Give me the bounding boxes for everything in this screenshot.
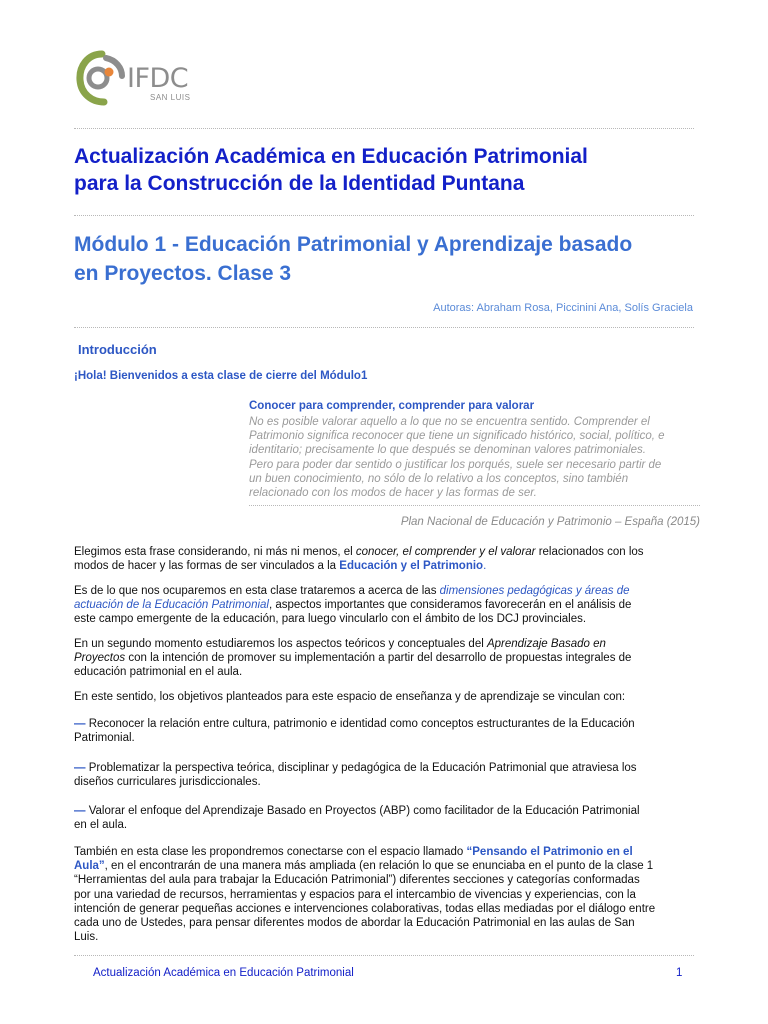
paragraph: En este sentido, los objetivos planteados para este espacio de enseñanza y de aprendizaje se vinculan con: [74, 691, 626, 703]
paragraph: También en esta clase les propondremos conectarse con el espacio llamado “Pensando el Patrimonio en el Aula”, en el encontrarán de una manera más ampliada (en relación lo que se enunciaba en el punto de la clase 1 “Herramientas del aula para trabajar la Educación Patrimonial”) diferentes secciones y categorías conformadas por una variedad de recursos, herramientas y espacios para el intercambio de vivencias y experiencias, con la intención de generar pequeñas acciones e intervenciones colaborativas, todas ellas mediadas por el diálogo entre cada uno de Ustedes, para pensar diferentes modos de abordar la Educación Patrimonial en las aulas de San Luis. [74, 846, 656, 944]
section-heading: Introducción [78, 342, 157, 357]
paragraph: En un segundo momento estudiaremos los aspectos teóricos y conceptuales del Aprendizaje Basado en Proyectos con la intención de promover su implementación a partir del desarrollo de propuestas integrales de educación patrimonial en el aula. [74, 638, 632, 679]
divider [74, 327, 694, 328]
logo-subtitle: SAN LUIS [150, 93, 191, 102]
divider [74, 128, 694, 129]
list-item: — Reconocer la relación entre cultura, patrimonio e identidad como conceptos estructurantes de la Educación Patrimonial. [74, 718, 635, 745]
authors: Autoras: Abraham Rosa, Piccinini Ana, Solís Graciela [433, 302, 693, 314]
divider [74, 215, 694, 216]
quote-text: No es posible valorar aquello a lo que no se encuentra sentido. Comprender el Patrimonio significa reconocer que tiene un significado histórico, social, político, e identitario; precisamente lo que después se denominan valores patrimoniales. Pero para poder dar sentido o justificar los porqués, suele ser necesario partir de un buen conocimiento, no sólo de lo relativo a los conceptos, sino también relacionado con los modos de hacer y las formas de ser. [249, 416, 665, 500]
logo-mark-icon [76, 50, 128, 106]
footer-title: Actualización Académica en Educación Patrimonial [93, 967, 354, 979]
greeting: ¡Hola! Bienvenidos a esta clase de cierre del Módulo1 [74, 370, 368, 382]
dash-bullet-icon: — [74, 718, 86, 730]
logo-name: IFDC [127, 63, 189, 94]
list-item: — Problematizar la perspectiva teórica, disciplinar y pedagógica de la Educación Patrimonial que atraviesa los diseños curriculares jurisdiccionales. [74, 762, 637, 789]
quote-divider [249, 505, 700, 506]
dash-bullet-icon: — [74, 805, 86, 817]
dash-bullet-icon: — [74, 762, 86, 774]
quote-source: Plan Nacional de Educación y Patrimonio – España (2015) [400, 516, 700, 528]
paragraph: Elegimos esta frase considerando, ni más ni menos, el conocer, el comprender y el valorar relacionados con los modos de hacer y las formas de ser vinculados a la Educación y el Patrimonio. [74, 546, 644, 573]
page-title: Actualización Académica en Educación Patrimonial para la Construcción de la Identidad Puntana [74, 145, 588, 195]
footer-divider [74, 955, 694, 956]
module-title: Módulo 1 - Educación Patrimonial y Aprendizaje basado en Proyectos. Clase 3 [74, 233, 633, 285]
list-item: — Valorar el enfoque del Aprendizaje Basado en Proyectos (ABP) como facilitador de la Educación Patrimonial en el aula. [74, 805, 640, 832]
page-number: 1 [676, 967, 683, 979]
paragraph: Es de lo que nos ocuparemos en esta clase trataremos a acerca de las dimensiones pedagógicas y áreas de actuación de la Educación Patrimonial, aspectos importantes que consideramos favorecerán en el análisis de este campo emergente de la educación, para luego vincularlo con el ámbito de los DCJ provinciales. [74, 585, 632, 626]
quote-title: Conocer para comprender, comprender para valorar [249, 400, 535, 412]
